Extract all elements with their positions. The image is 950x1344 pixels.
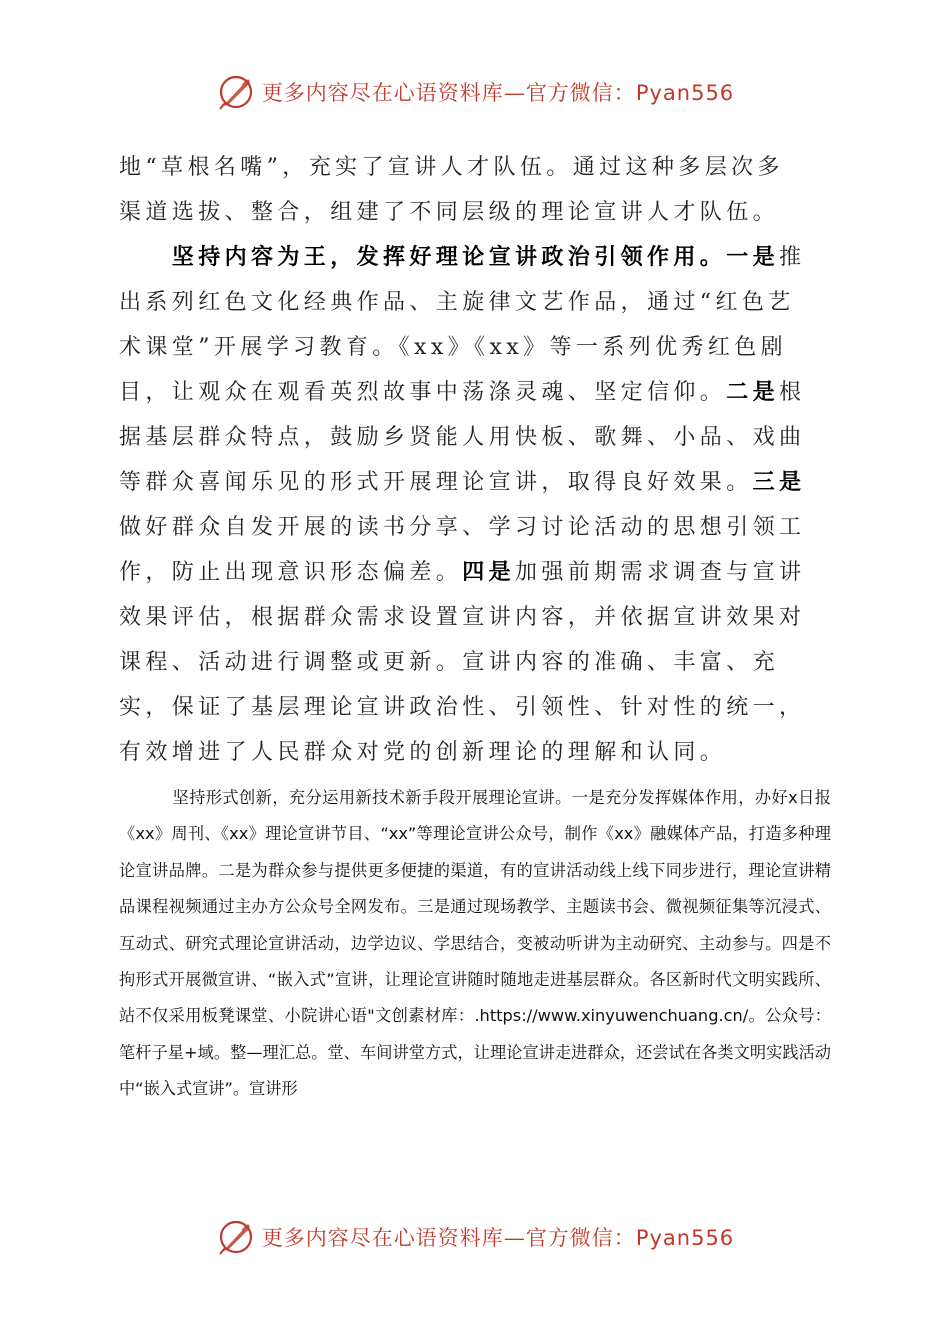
section-heading: 坚持内容为王，发挥好理论宣讲政治引领作用。 xyxy=(171,244,727,270)
section-content-king xyxy=(119,235,809,775)
banner-text: 更多内容尽在心语资料库—官方微信：Pyan556 xyxy=(261,81,735,105)
point-label-4: 四是 xyxy=(462,559,516,585)
point-label-1: 一是 xyxy=(726,244,780,270)
section-form-innovation xyxy=(119,780,831,1108)
point-label-2: 二是 xyxy=(726,379,780,405)
quill-logo-icon xyxy=(216,1217,256,1257)
point-label-3: 三是 xyxy=(752,469,806,495)
header-banner xyxy=(0,70,950,114)
quill-logo-icon xyxy=(216,72,256,112)
point-text-1: 推出系列红色文化经典作品、主旋律文艺作品，通过“红色艺术课堂”开展学习教育。《xx》《xx》等一系列优秀红色剧目，让观众在观看英烈故事中荡涤灵魂、坚定信仰。 xyxy=(119,245,806,405)
paragraph-text: 地“草根名嘴”，充实了宣讲人才队伍。通过这种多层次多渠道选拔、整合，组建了不同层级的理论宣讲人才队伍。 xyxy=(119,155,784,225)
paragraph-talent-team xyxy=(119,145,809,235)
section-paragraph-sans: 坚持形式创新，充分运用新技术新手段开展理论宣讲。一是充分发挥媒体作用，办好x日报《xx》周刊、《xx》理论宣讲节目、“xx”等理论宣讲公众号，制作《xx》融媒体产品，打造多种理论宣讲品牌。二是为群众参与提供更多便捷的渠道，有的宣讲活动线上线下同步进行，理论宣讲精品课程视频通过主办方公众号全网发布。三是通过现场教学、主题读书会、微视频征集等沉浸式、互动式、研究式理论宣讲活动，边学边议、学思结合，变被动听讲为主动研究、主动参与。四是不拘形式开展微宣讲、“嵌入式”宣讲，让理论宣讲随时随地走进基层群众。各区新时代文明实践所、站不仅采用板凳课堂、小院讲心语"文创素材库：.https://www.xinyuwenchuang.cn/。公众号：笔杆子星+域。整—理汇总。堂、车间讲堂方式，让理论宣讲走进群众，还尝试在各类文明实践活动中“嵌入式宣讲”。宣讲形 xyxy=(119,788,831,1099)
banner-text: 更多内容尽在心语资料库—官方微信：Pyan556 xyxy=(261,1226,735,1250)
point-text-2: 根据基层群众特点，鼓励乡贤能人用快板、歌舞、小品、戏曲等群众喜闻乐见的形式开展理论宣讲，取得良好效果。 xyxy=(119,380,806,495)
point-text-3: 做好群众自发开展的读书分享、学习讨论活动的思想引领工作，防止出现意识形态偏差。 xyxy=(119,515,806,585)
section-paragraph xyxy=(119,235,809,775)
point-text-4: 加强前期需求调查与宣讲效果评估，根据群众需求设置宣讲内容，并依据宣讲效果对课程、活动进行调整或更新。宣讲内容的准确、丰富、充实，保证了基层理论宣讲政治性、引领性、针对性的统一，有效增进了人民群众对党的创新理论的理解和认同。 xyxy=(119,560,806,765)
wechat-id: Pyan556 xyxy=(635,81,735,105)
wechat-id: Pyan556 xyxy=(635,1226,735,1250)
footer-banner xyxy=(0,1215,950,1259)
